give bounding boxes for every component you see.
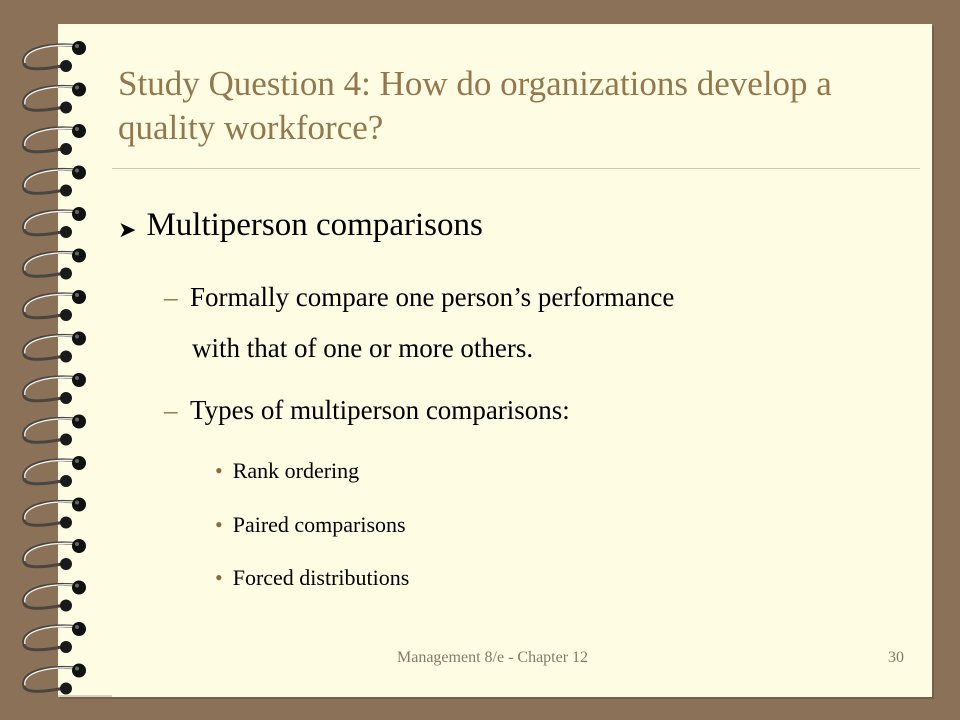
sub-item bbox=[164, 385, 570, 436]
sub-sub-item-text: Rank ordering bbox=[232, 458, 360, 483]
sub-item-text: Types of multiperson comparisons: bbox=[190, 395, 570, 425]
slide-title: Study Question 4: How do organizations develop a quality workforce? bbox=[118, 64, 832, 147]
sub-sub-item bbox=[215, 512, 406, 538]
main-bullet-text: Multiperson comparisons bbox=[146, 207, 483, 243]
slide-footer: Management 8/e - Chapter 12 bbox=[397, 649, 589, 666]
main-bullet bbox=[118, 207, 483, 244]
sub-sub-item bbox=[215, 458, 359, 484]
sub-sub-item-text: Forced distributions bbox=[232, 565, 410, 590]
spiral-binding-icon bbox=[0, 0, 110, 720]
page-number: 30 bbox=[888, 649, 904, 666]
dash-marker: – bbox=[164, 395, 178, 425]
sub-item-text: Formally compare one person’s performance bbox=[190, 282, 675, 312]
dot-marker: • bbox=[215, 458, 223, 483]
sub-sub-item bbox=[215, 565, 409, 591]
sub-item bbox=[164, 272, 674, 374]
arrow-bullet-icon: ➤ bbox=[118, 217, 137, 242]
sub-sub-item-text: Paired comparisons bbox=[232, 512, 406, 537]
dot-marker: • bbox=[215, 512, 223, 537]
dot-marker: • bbox=[215, 565, 223, 590]
sub-item-text-cont: with that of one or more others. bbox=[192, 333, 534, 363]
title-divider bbox=[112, 168, 920, 169]
dash-marker: – bbox=[164, 282, 178, 312]
